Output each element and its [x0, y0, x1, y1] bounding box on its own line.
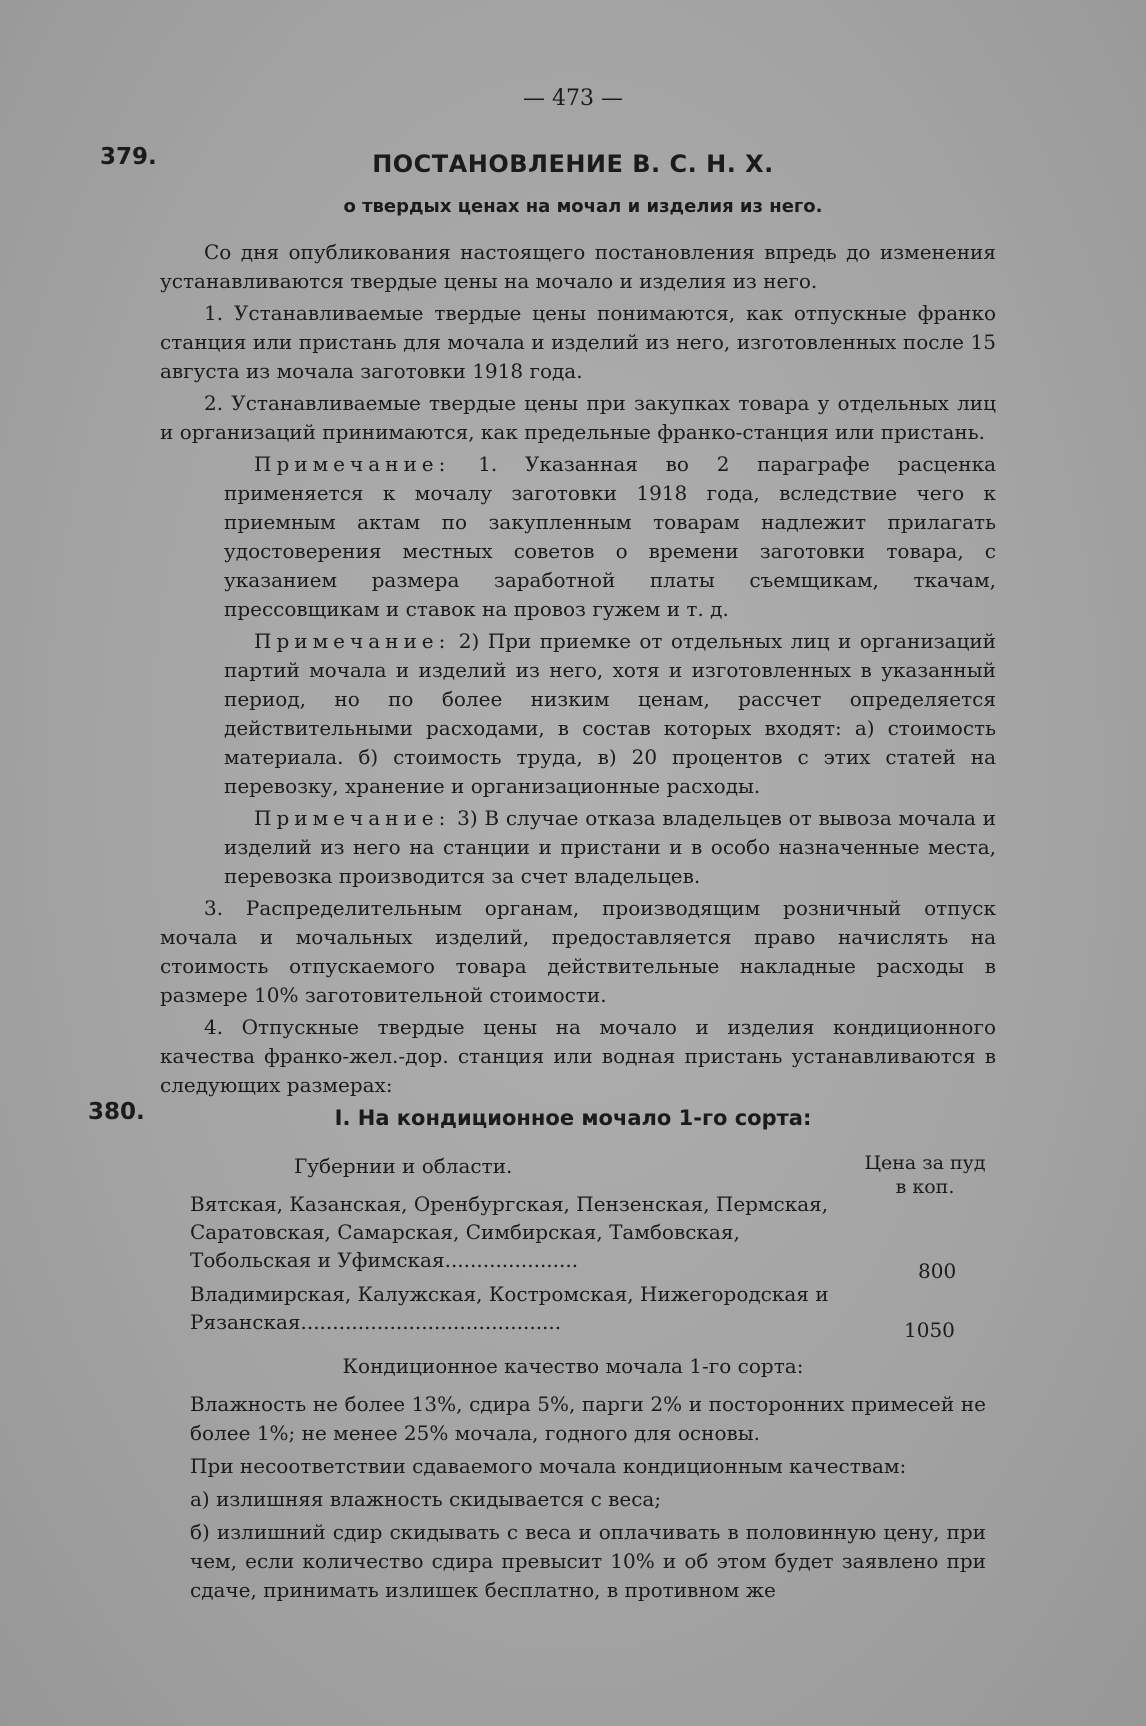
table-header-regions: Губернии и области. [294, 1154, 513, 1178]
page-number: — 473 — [523, 86, 623, 111]
table-row-1-price: 800 [918, 1259, 957, 1283]
section-number-379: 379. [100, 144, 157, 170]
section-number-380: 380. [88, 1099, 145, 1125]
note-2 [224, 627, 996, 801]
price-header-line-2: в коп. [895, 1176, 955, 1198]
section-1-title: I. На кондиционное мочало 1-го сорта: [334, 1106, 812, 1130]
paragraph-2: 2. Устанавливаемые твердые цены при закупках товара у отдельных лиц и организаций принимаются, как предельные франко-станция или пристань. [160, 391, 996, 444]
paragraph-1: 1. Устанавливаемые твердые цены понимаются, как отпускные франко станция или пристань для мочала и изделий из него, изготовленных после 15 августа из мочала заготовки 1918 года. [160, 301, 996, 383]
quality-section [190, 1390, 986, 1609]
note-2-text: 2) При приемке от отдельных лиц и организаций партий мочала и изделий из него, хотя и изготовленных в указанный период, но по более низким ценам, рассчет определяется действительными расходами, в состав которых входят: а) стоимость материала. б) стоимость труда, в) 20 процентов с этих статей на перевозку, хранение и организационные расходы. [224, 629, 996, 798]
table-row-2-regions: Владимирская, Калужская, Костромская, Нижегородская и Рязанская......................................... [190, 1282, 829, 1334]
main-text [160, 238, 996, 1103]
mismatch-text: При несоответствии сдаваемого мочала кондиционным качествам: [190, 1454, 907, 1478]
quality-text: Влажность не более 13%, сдира 5%, парги 2% и посторонних примесей не более 1%; не менее 25% мочала, годного для основы. [190, 1392, 986, 1445]
table-header-price [840, 1151, 1010, 1199]
paragraph-3: 3. Распределительным органам, производящим розничный отпуск мочала и мочальных изделий, предоставляется право начислять на стоимость отпускаемого товара действительные накладные расходы в размере 10% заготовительной стоимости. [160, 896, 996, 1007]
paragraph-4: 4. Отпускные твердые цены на мочало и изделия кондиционного качества франко-жел.-дор. станция или водная пристань устанавливаются в следующих размерах: [160, 1015, 996, 1097]
note-1-text: 1. Указанная во 2 параграфе расценка применяется к мочалу заготовки 1918 года, вследствие чего к приемным актам по закупленным товарам надлежит прилагать удостоверения местных советов о времени заготовки товара, с указанием размера заработной платы съемщикам, ткачам, прессовщикам и ставок на провоз гужем и т. д. [224, 452, 997, 621]
price-header-line-1: Цена за пуд [864, 1152, 986, 1174]
note-label: Примечание: [254, 452, 451, 476]
quality-title: Кондиционное качество мочала 1-го сорта: [342, 1354, 804, 1378]
item-b: б) излишний сдир скидывать с веса и оплачивать в половинную цену, при чем, если количество сдира превысит 10% и об этом будет заявлено при сдаче, принимать излишек бесплатно, в противном же [190, 1520, 986, 1602]
document-title: ПОСТАНОВЛЕНИЕ В. С. Н. Х. [372, 150, 774, 178]
note-3 [224, 804, 996, 891]
item-a: а) излишняя влажность скидывается с веса; [190, 1487, 662, 1511]
note-1 [224, 450, 996, 624]
note-3-text: 3) В случае отказа владельцев от вывоза мочала и изделий из него на станции и пристани и в особо назначенные места, перевозка производится за счет владельцев. [224, 806, 997, 888]
document-subtitle: о твердых ценах на мочал и изделия из него. [343, 196, 823, 217]
table-row-2-price: 1050 [904, 1318, 955, 1342]
note-label: Примечание: [254, 806, 451, 830]
intro-paragraph: Со дня опубликования настоящего постановления впредь до изменения устанавливаются твердые цены на мочало и изделия из него. [160, 240, 996, 293]
table-row-1-regions: Вятская, Казанская, Оренбургская, Пензенская, Пермская, Саратовская, Самарская, Симбирская, Тамбовская, Тобольская и Уфимская..................... [190, 1192, 829, 1272]
note-label: Примечание: [254, 629, 451, 653]
